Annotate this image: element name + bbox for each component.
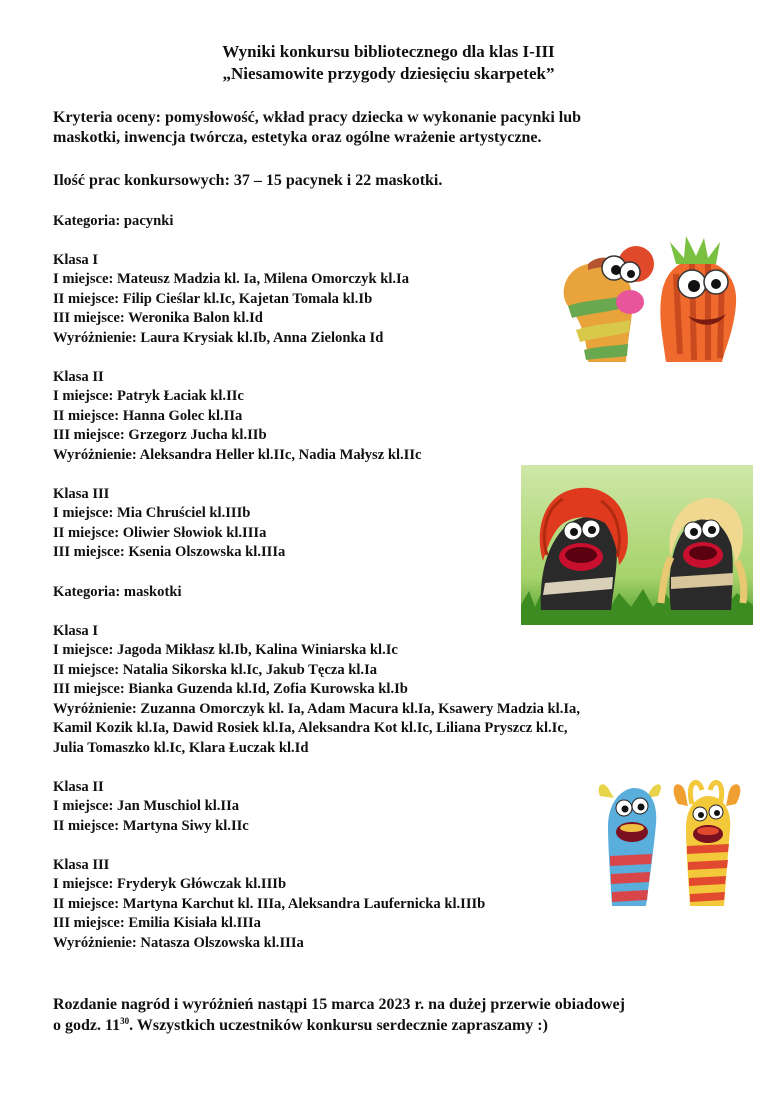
result-line: Wyróżnienie: Natasza Olszowska kl.IIIa [53,935,304,951]
striped-sock-puppets-image [594,776,748,908]
footer-line-1: Rozdanie nagród i wyróżnień nastąpi 15 marca 2023 r. na dużej przerwie obiadowej [53,996,625,1013]
class-heading: Klasa II [53,779,104,795]
footer-line-2 [53,1016,753,1036]
title-line-2: „Niesamowite przygody dziesięciu skarpetek” [222,64,555,83]
result-line: Wyróżnienie: Aleksandra Heller kl.IIc, Nadia Małysz kl.IIc [53,447,422,463]
result-line: I miejsce: Fryderyk Główczak kl.IIIb [53,876,287,892]
result-line: II miejsce: Martyna Siwy kl.IIc [53,818,249,834]
result-line: I miejsce: Patryk Łaciak kl.IIc [53,388,244,404]
blue-striped-sock-puppet-icon [599,784,661,906]
criteria-line-2: maskotki, inwencja twórcza, estetyka oraz ogólne wrażenie artystyczne. [53,129,542,146]
class-heading: Klasa I [53,623,99,639]
class-heading: Klasa III [53,857,110,873]
result-line: I miejsce: Mateusz Madzia kl. Ia, Milena Omorczyk kl.Ia [53,271,410,287]
result-line: Wyróżnienie: Zuzanna Omorczyk kl. Ia, Adam Macura kl.Ia, Ksawery Madzia kl.Ia, [53,701,580,717]
result-line: I miejsce: Jagoda Mikłasz kl.Ib, Kalina Winiarska kl.Ic [53,642,398,658]
result-line: I miejsce: Jan Muschiol kl.IIa [53,798,240,814]
result-line: Wyróżnienie: Laura Krysiak kl.Ib, Anna Zielonka Id [53,330,384,346]
footer-invitation: . Wszystkich uczestników konkursu serdecznie zapraszamy :) [129,1017,548,1034]
result-line: III miejsce: Ksenia Olszowska kl.IIIa [53,544,286,560]
result-line: Kamil Kozik kl.Ia, Dawid Rosiek kl.Ia, Aleksandra Kot kl.Ic, Liliana Pryszcz kl.Ic, [53,720,568,736]
result-line: III miejsce: Emilia Kisiała kl.IIIa [53,915,261,931]
category-heading-maskotki: Kategoria: maskotki [53,584,182,600]
result-line: III miejsce: Weronika Balon kl.Id [53,310,263,326]
class-heading: Klasa III [53,486,110,502]
result-line: II miejsce: Hanna Golec kl.IIa [53,408,243,424]
result-line: I miejsce: Mia Chruściel kl.IIIb [53,505,251,521]
entries-count: Ilość prac konkursowych: 37 – 15 pacynek i 22 maskotki. [53,172,443,189]
striped-sock-puppet-icon [564,246,654,362]
result-line: Julia Tomaszko kl.Ic, Klara Łuczak kl.Id [53,740,309,756]
title-line-1: Wyniki konkursu bibliotecznego dla klas I-III [222,42,555,61]
result-line: II miejsce: Martyna Karchut kl. IIIa, Aleksandra Laufernicka kl.IIIb [53,896,486,912]
result-line: II miejsce: Natalia Sikorska kl.Ic, Jakub Tęcza kl.Ia [53,662,378,678]
result-line: II miejsce: Filip Cieślar kl.Ic, Kajetan Tomala kl.Ib [53,291,373,307]
orange-sock-puppet-icon [660,236,736,362]
footer-time-minutes: 30 [120,1016,130,1026]
footer-time: o godz. 11 [53,1017,121,1034]
sock-puppets-photo-image [521,465,753,625]
result-line: III miejsce: Bianka Guzenda kl.Id, Zofia Kurowska kl.Ib [53,681,408,697]
category-heading-pacynki: Kategoria: pacynki [53,213,174,229]
orange-striped-sock-puppet-icon [674,782,741,906]
class-heading: Klasa I [53,252,99,268]
result-line: III miejsce: Grzegorz Jucha kl.IIb [53,427,267,443]
class-heading: Klasa II [53,369,104,385]
sock-puppets-cartoon-image [558,234,742,364]
criteria-line-1: Kryteria oceny: pomysłowość, wkład pracy dziecka w wykonanie pacynki lub [53,109,582,126]
result-line: II miejsce: Oliwier Słowiok kl.IIIa [53,525,267,541]
